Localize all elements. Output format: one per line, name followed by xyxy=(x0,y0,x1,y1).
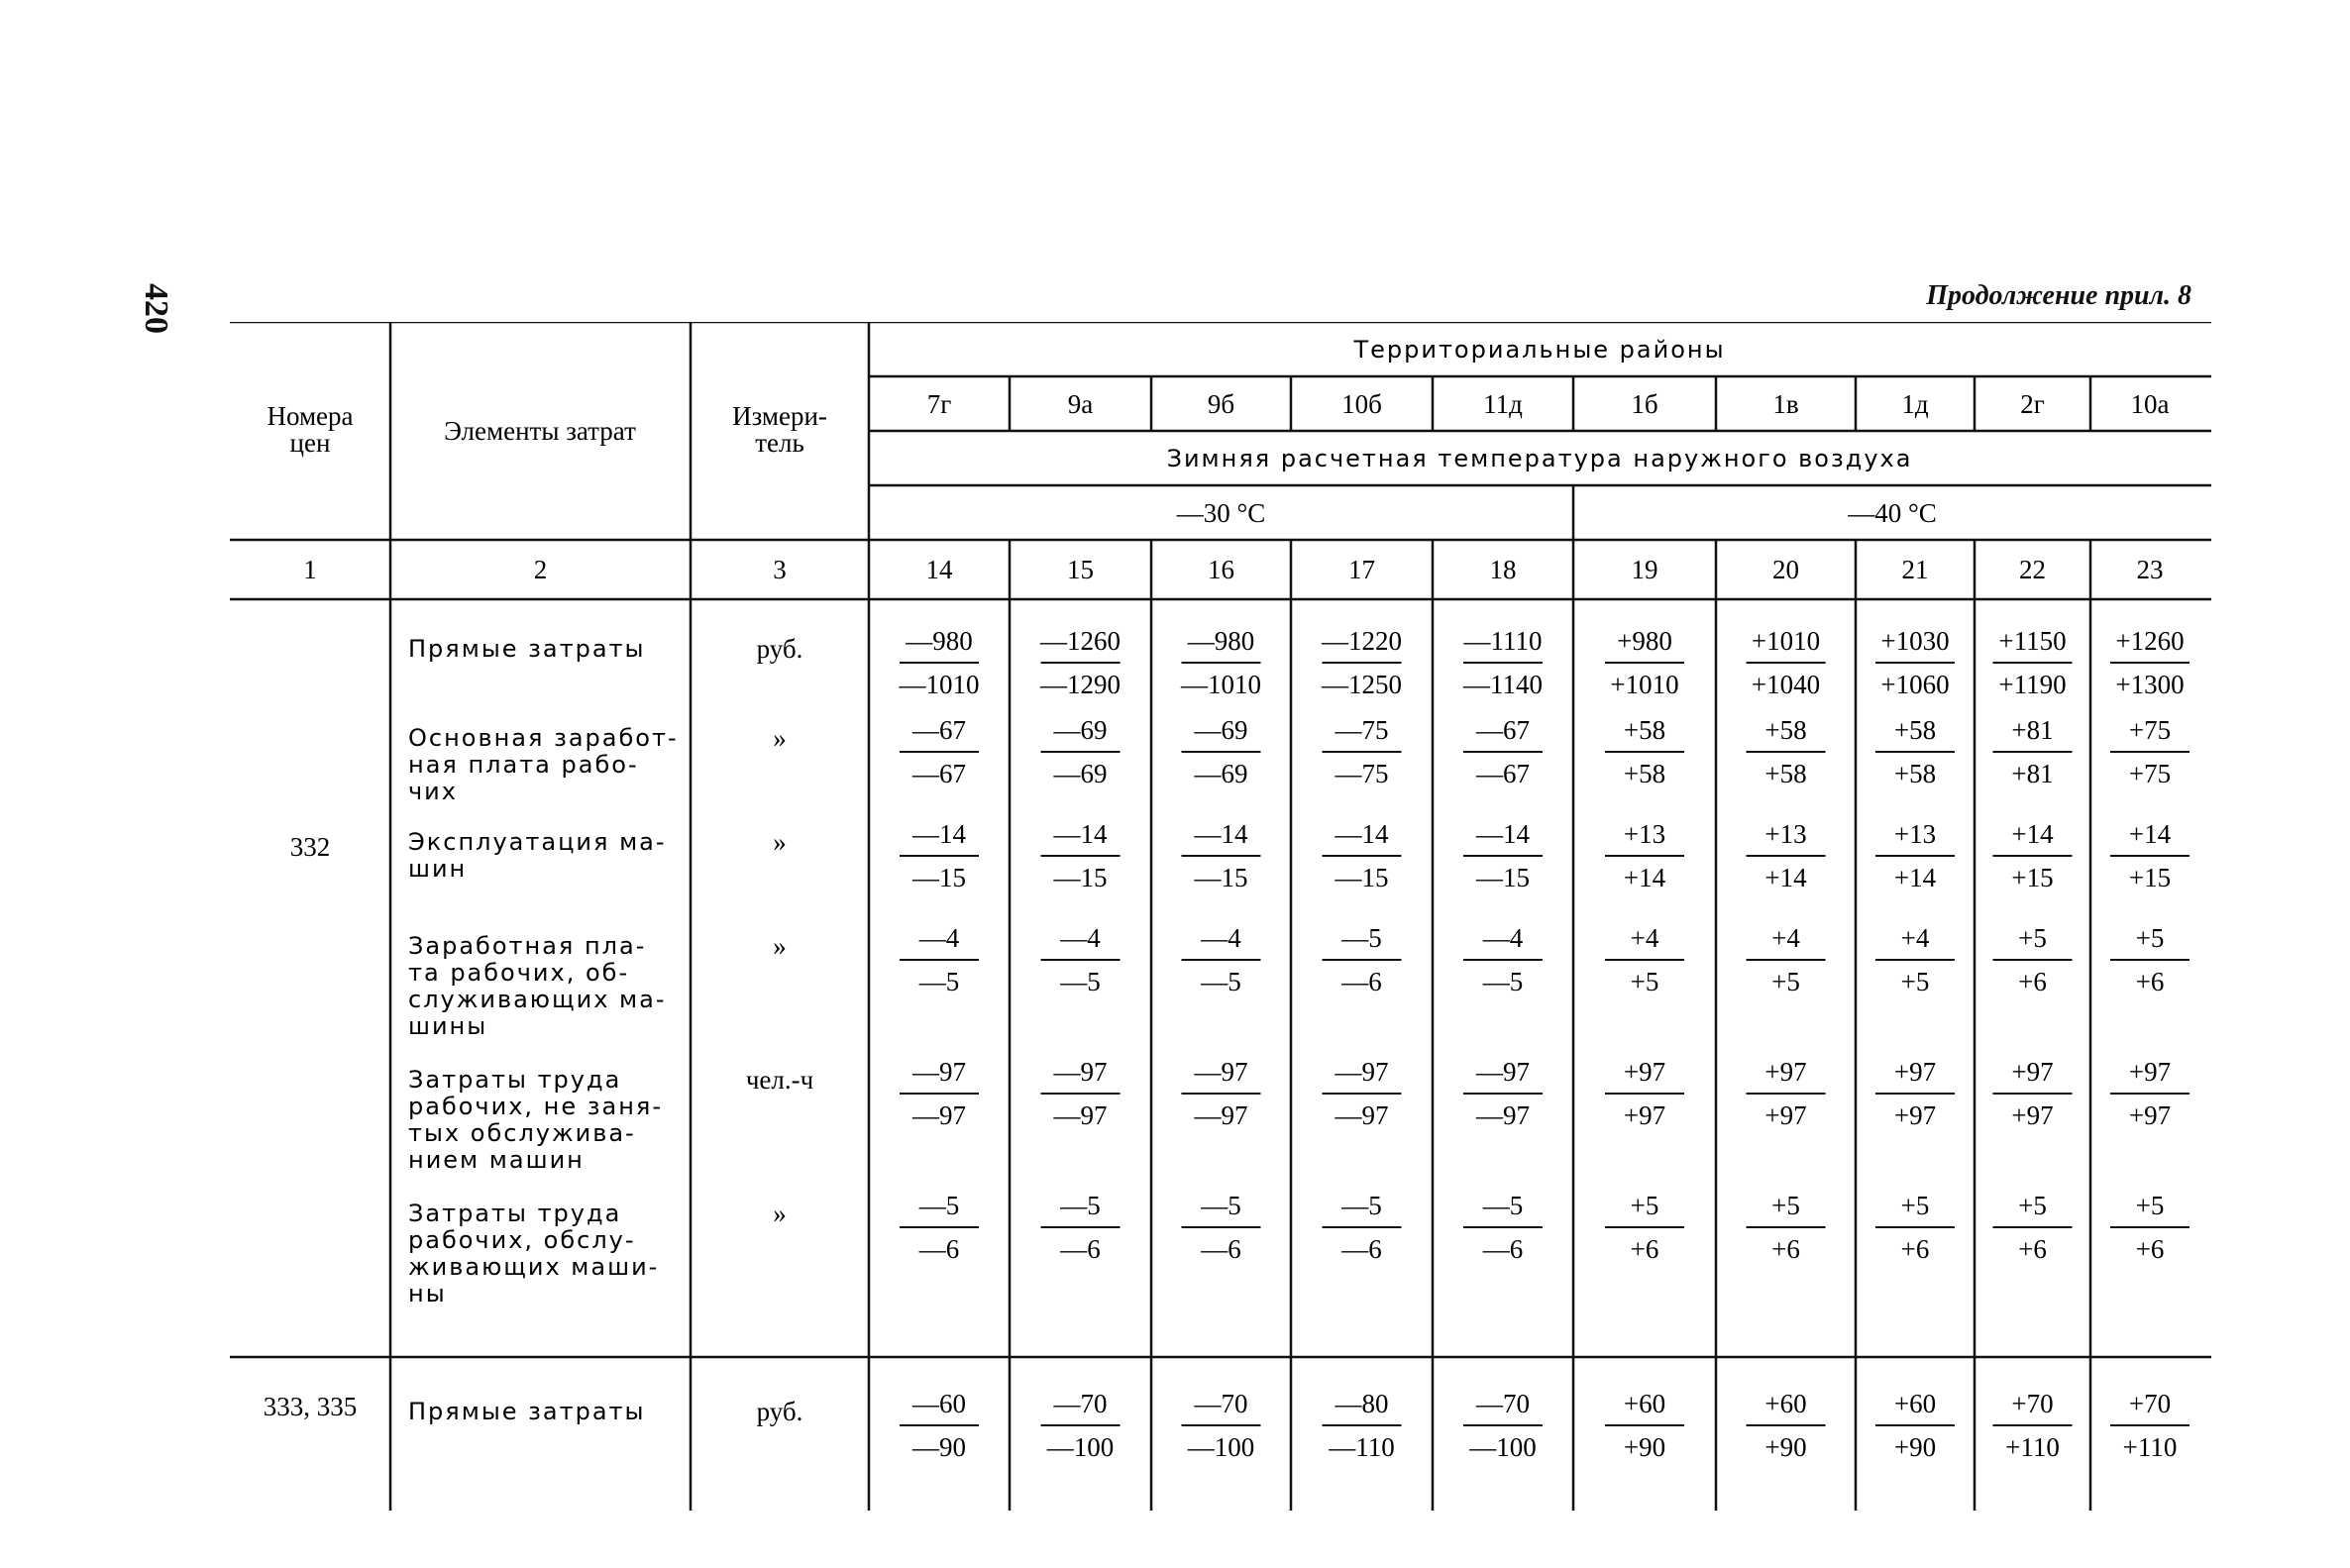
element-label: служивающих ма- xyxy=(408,986,667,1013)
value-numerator: —67 xyxy=(912,715,966,745)
column-number: 20 xyxy=(1772,555,1799,584)
element-label: рабочих, не заня- xyxy=(408,1093,664,1120)
value-denominator: +75 xyxy=(2128,759,2172,788)
value-denominator: +110 xyxy=(2005,1432,2060,1462)
value-numerator: —980 xyxy=(1187,626,1255,656)
element-label: та рабочих, об- xyxy=(408,959,630,987)
value-numerator: +60 xyxy=(1623,1389,1666,1418)
price-table xyxy=(230,322,2211,1511)
value-denominator: —5 xyxy=(1482,967,1524,996)
unit-label: » xyxy=(773,827,787,857)
value-numerator: +97 xyxy=(1893,1057,1937,1087)
value-denominator: —100 xyxy=(1046,1432,1115,1462)
value-denominator: +6 xyxy=(2135,967,2165,996)
unit-label: » xyxy=(773,723,787,753)
col-codes-header: Номера xyxy=(267,401,354,431)
value-numerator: —97 xyxy=(1335,1057,1389,1087)
value-denominator: —97 xyxy=(1053,1100,1108,1130)
value-denominator: —1250 xyxy=(1322,670,1402,699)
value-denominator: +97 xyxy=(2011,1100,2054,1130)
winter-temp-header: Зимняя расчетная температура наружного воздуха xyxy=(1166,445,1913,472)
value-denominator: —6 xyxy=(1201,1234,1241,1264)
value-numerator: +13 xyxy=(1893,819,1937,849)
value-numerator: —4 xyxy=(1482,923,1524,953)
value-denominator: —15 xyxy=(1194,863,1248,892)
value-denominator: +1190 xyxy=(1998,670,2067,699)
value-numerator: —5 xyxy=(1060,1191,1101,1220)
region-header: 10б xyxy=(1341,389,1382,419)
value-denominator: —69 xyxy=(1194,759,1248,788)
price-code: 333, 335 xyxy=(263,1392,358,1421)
value-numerator: +97 xyxy=(2011,1057,2054,1087)
column-number: 1 xyxy=(303,555,317,584)
value-numerator: —14 xyxy=(1476,819,1530,849)
value-numerator: —5 xyxy=(1341,1191,1382,1220)
col-unit-header-2: тель xyxy=(755,428,804,458)
value-denominator: +15 xyxy=(2011,863,2054,892)
value-numerator: +5 xyxy=(2135,923,2165,953)
value-denominator: —100 xyxy=(1469,1432,1537,1462)
col-elements-header: Элементы затрат xyxy=(444,416,636,446)
value-numerator: —69 xyxy=(1053,715,1108,745)
value-denominator: —15 xyxy=(912,863,966,892)
value-numerator: —4 xyxy=(918,923,960,953)
value-numerator: +70 xyxy=(2128,1389,2172,1418)
value-denominator: +97 xyxy=(1764,1100,1807,1130)
value-numerator: +60 xyxy=(1764,1389,1807,1418)
value-numerator: —97 xyxy=(1476,1057,1530,1087)
region-header: 10а xyxy=(2130,389,2170,419)
value-numerator: +1260 xyxy=(2115,626,2185,656)
value-numerator: —5 xyxy=(1341,923,1382,953)
column-number: 3 xyxy=(773,555,787,584)
column-number: 23 xyxy=(2136,555,2164,584)
value-numerator: +1010 xyxy=(1751,626,1821,656)
value-numerator: +75 xyxy=(2128,715,2172,745)
value-numerator: +97 xyxy=(1764,1057,1807,1087)
value-denominator: +81 xyxy=(2011,759,2054,788)
value-numerator: +5 xyxy=(1771,1191,1800,1220)
value-denominator: —6 xyxy=(1341,1234,1382,1264)
col-codes-header-2: цен xyxy=(289,428,331,458)
value-numerator: +5 xyxy=(2135,1191,2165,1220)
value-denominator: —15 xyxy=(1335,863,1389,892)
value-numerator: +14 xyxy=(2011,819,2054,849)
value-denominator: +6 xyxy=(1771,1234,1800,1264)
value-numerator: +97 xyxy=(1623,1057,1666,1087)
unit-label: чел.-ч xyxy=(745,1065,814,1095)
value-denominator: +6 xyxy=(2018,967,2047,996)
value-numerator: —4 xyxy=(1060,923,1101,953)
continuation-caption: Продолжение прил. 8 xyxy=(1926,280,2191,311)
value-numerator: —980 xyxy=(906,626,973,656)
value-denominator: —100 xyxy=(1187,1432,1255,1462)
price-code: 332 xyxy=(289,832,331,862)
value-numerator: —69 xyxy=(1194,715,1248,745)
value-denominator: +90 xyxy=(1764,1432,1807,1462)
value-numerator: —75 xyxy=(1335,715,1389,745)
region-header: 2г xyxy=(2020,389,2045,419)
value-denominator: —1010 xyxy=(899,670,980,699)
col-unit-header: Измери- xyxy=(732,401,827,431)
unit-label: » xyxy=(773,931,787,961)
value-numerator: +5 xyxy=(1630,1191,1659,1220)
value-numerator: +58 xyxy=(1893,715,1937,745)
value-denominator: —5 xyxy=(918,967,960,996)
value-denominator: +1060 xyxy=(1880,670,1950,699)
value-denominator: —5 xyxy=(1201,967,1241,996)
value-denominator: —6 xyxy=(918,1234,960,1264)
value-numerator: —70 xyxy=(1476,1389,1530,1418)
territorial-header: Территориальные районы xyxy=(1353,336,1726,364)
value-denominator: —97 xyxy=(1194,1100,1248,1130)
value-denominator: +1010 xyxy=(1610,670,1679,699)
region-header: 1д xyxy=(1901,389,1929,419)
element-label: Основная заработ- xyxy=(408,724,679,752)
column-number: 22 xyxy=(2019,555,2046,584)
element-label: Прямые затраты xyxy=(408,635,646,663)
temp-group-30: —30 °С xyxy=(1176,498,1266,528)
value-denominator: —67 xyxy=(912,759,966,788)
value-denominator: —6 xyxy=(1482,1234,1524,1264)
value-denominator: +5 xyxy=(1771,967,1800,996)
value-numerator: +13 xyxy=(1623,819,1666,849)
column-number: 17 xyxy=(1348,555,1375,584)
region-header: 11д xyxy=(1483,389,1523,419)
value-numerator: +60 xyxy=(1893,1389,1937,1418)
value-numerator: +980 xyxy=(1617,626,1672,656)
element-label: чих xyxy=(408,778,458,805)
element-label: тых обслужива- xyxy=(408,1119,636,1147)
value-numerator: —80 xyxy=(1335,1389,1389,1418)
value-numerator: +5 xyxy=(2018,923,2047,953)
value-numerator: —14 xyxy=(1053,819,1108,849)
column-number: 2 xyxy=(533,555,548,584)
value-numerator: +14 xyxy=(2128,819,2172,849)
value-denominator: —1140 xyxy=(1463,670,1543,699)
value-numerator: —14 xyxy=(1335,819,1389,849)
value-numerator: —67 xyxy=(1476,715,1530,745)
value-denominator: —97 xyxy=(1476,1100,1530,1130)
value-numerator: —97 xyxy=(912,1057,966,1087)
column-number: 18 xyxy=(1489,555,1517,584)
page-number: 420 xyxy=(138,283,174,334)
value-numerator: —5 xyxy=(1201,1191,1241,1220)
value-numerator: +70 xyxy=(2011,1389,2054,1418)
value-numerator: +81 xyxy=(2011,715,2054,745)
element-label: Прямые затраты xyxy=(408,1398,646,1425)
element-label: Затраты труда xyxy=(408,1066,622,1094)
temp-group-40: —40 °С xyxy=(1848,498,1937,528)
value-numerator: —60 xyxy=(912,1389,966,1418)
value-numerator: +13 xyxy=(1764,819,1807,849)
value-denominator: —6 xyxy=(1341,967,1382,996)
element-label: Эксплуатация ма- xyxy=(408,828,667,856)
element-label: нием машин xyxy=(408,1146,585,1174)
region-header: 7г xyxy=(926,389,952,419)
value-denominator: +6 xyxy=(1900,1234,1930,1264)
unit-label: » xyxy=(773,1199,787,1228)
value-numerator: +4 xyxy=(1900,923,1930,953)
value-denominator: +1040 xyxy=(1751,670,1821,699)
value-numerator: —1220 xyxy=(1322,626,1402,656)
value-denominator: +1300 xyxy=(2115,670,2185,699)
region-header: 9а xyxy=(1067,389,1094,419)
value-numerator: —1110 xyxy=(1463,626,1543,656)
value-numerator: +1150 xyxy=(1998,626,2067,656)
unit-label: руб. xyxy=(756,634,803,664)
value-numerator: +4 xyxy=(1630,923,1659,953)
value-denominator: +58 xyxy=(1623,759,1666,788)
region-header: 9б xyxy=(1207,389,1235,419)
value-denominator: +6 xyxy=(2135,1234,2165,1264)
value-denominator: —97 xyxy=(912,1100,966,1130)
value-numerator: +58 xyxy=(1764,715,1807,745)
element-label: шин xyxy=(408,855,468,883)
value-numerator: —70 xyxy=(1194,1389,1248,1418)
value-denominator: —110 xyxy=(1329,1432,1395,1462)
value-denominator: +97 xyxy=(1623,1100,1666,1130)
value-numerator: —5 xyxy=(918,1191,960,1220)
value-denominator: +110 xyxy=(2122,1432,2178,1462)
element-label: ны xyxy=(408,1280,447,1307)
value-numerator: —1260 xyxy=(1040,626,1121,656)
column-number: 19 xyxy=(1631,555,1658,584)
value-denominator: +6 xyxy=(2018,1234,2047,1264)
value-denominator: —5 xyxy=(1060,967,1101,996)
value-denominator: +90 xyxy=(1623,1432,1666,1462)
value-numerator: —97 xyxy=(1194,1057,1248,1087)
value-denominator: +6 xyxy=(1630,1234,1659,1264)
value-denominator: +5 xyxy=(1900,967,1930,996)
value-denominator: +15 xyxy=(2128,863,2172,892)
element-label: Заработная пла- xyxy=(408,932,647,960)
value-numerator: —70 xyxy=(1053,1389,1108,1418)
value-denominator: +97 xyxy=(1893,1100,1937,1130)
value-denominator: —1290 xyxy=(1040,670,1121,699)
value-denominator: —67 xyxy=(1476,759,1530,788)
value-denominator: —97 xyxy=(1335,1100,1389,1130)
value-denominator: —69 xyxy=(1053,759,1108,788)
value-denominator: +97 xyxy=(2128,1100,2172,1130)
value-denominator: +90 xyxy=(1893,1432,1937,1462)
column-number: 16 xyxy=(1208,555,1234,584)
value-numerator: +1030 xyxy=(1880,626,1950,656)
element-label: рабочих, обслу- xyxy=(408,1226,636,1254)
region-header: 1б xyxy=(1631,389,1658,419)
value-denominator: +58 xyxy=(1893,759,1937,788)
unit-label: руб. xyxy=(756,1397,803,1426)
value-numerator: +97 xyxy=(2128,1057,2172,1087)
value-numerator: +4 xyxy=(1771,923,1800,953)
value-numerator: —14 xyxy=(1194,819,1248,849)
value-denominator: +58 xyxy=(1764,759,1807,788)
value-denominator: —1010 xyxy=(1181,670,1261,699)
region-header: 1в xyxy=(1772,389,1799,419)
value-denominator: —90 xyxy=(912,1432,966,1462)
element-label: Затраты труда xyxy=(408,1200,622,1227)
value-denominator: +14 xyxy=(1893,863,1937,892)
column-number: 21 xyxy=(1901,555,1929,584)
value-numerator: —97 xyxy=(1053,1057,1108,1087)
element-label: ная плата рабо- xyxy=(408,751,639,779)
value-denominator: +14 xyxy=(1764,863,1807,892)
value-numerator: —4 xyxy=(1201,923,1241,953)
value-denominator: —15 xyxy=(1476,863,1530,892)
value-denominator: —15 xyxy=(1053,863,1108,892)
value-numerator: —5 xyxy=(1482,1191,1524,1220)
element-label: живающих маши- xyxy=(408,1253,660,1281)
value-numerator: +58 xyxy=(1623,715,1666,745)
element-label: шины xyxy=(408,1012,488,1040)
column-number: 14 xyxy=(925,555,953,584)
value-numerator: +5 xyxy=(1900,1191,1930,1220)
value-numerator: —14 xyxy=(912,819,966,849)
value-numerator: +5 xyxy=(2018,1191,2047,1220)
value-denominator: —75 xyxy=(1335,759,1389,788)
value-denominator: —6 xyxy=(1060,1234,1101,1264)
column-number: 15 xyxy=(1067,555,1094,584)
value-denominator: +14 xyxy=(1623,863,1666,892)
value-denominator: +5 xyxy=(1630,967,1659,996)
